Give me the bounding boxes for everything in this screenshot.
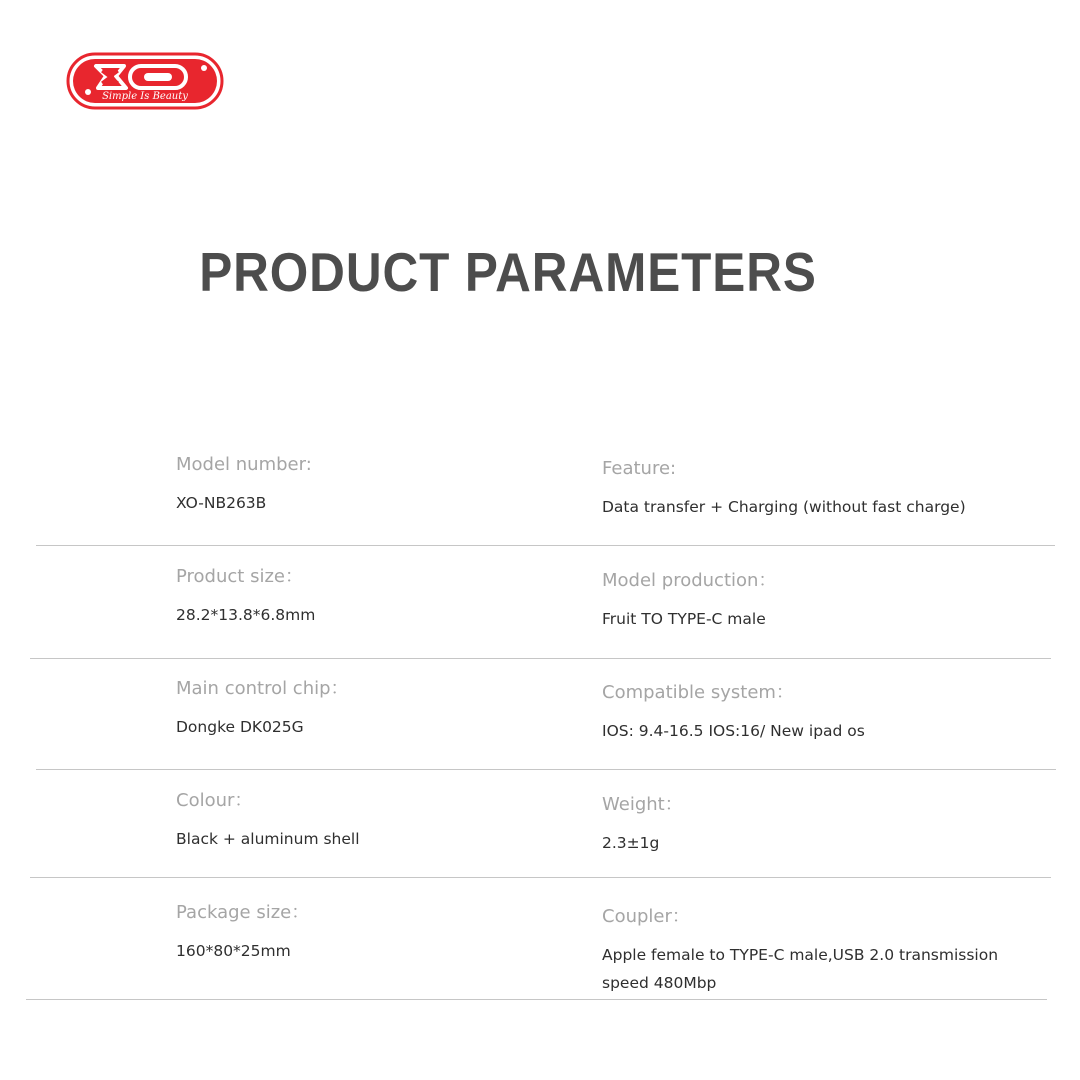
param-value: IOS: 9.4-16.5 IOS:16/ New ipad os [602, 722, 865, 740]
param-value: Data transfer + Charging (without fast charge) [602, 498, 966, 516]
param-value: Fruit TO TYPE-C male [602, 610, 766, 628]
row-divider [30, 658, 1051, 659]
param-label: Model number: [176, 454, 312, 475]
param-label: Product size： [176, 566, 303, 587]
param-feature [602, 457, 1042, 521]
param-value: Black + aluminum shell [176, 830, 360, 848]
param-value: Apple female to TYPE-C male,USB 2.0 transmission speed 480Mbp [602, 946, 999, 992]
param-label: Coupler： [602, 906, 690, 927]
param-compatible-system [602, 681, 1042, 745]
param-label: Feature: [602, 458, 677, 479]
row-divider [30, 877, 1051, 878]
param-value: 2.3±1g [602, 834, 660, 852]
param-label: Package size： [176, 902, 310, 923]
param-package-size [176, 901, 616, 965]
param-colour [176, 789, 616, 853]
row-divider [36, 769, 1056, 770]
row-divider [36, 545, 1055, 546]
param-value: Dongke DK025G [176, 718, 304, 736]
param-value: 160*80*25mm [176, 942, 291, 960]
param-label: Model production： [602, 570, 777, 591]
param-model-number [176, 453, 616, 517]
xo-logo [66, 52, 224, 110]
param-product-size [176, 565, 616, 629]
param-label: Weight： [602, 794, 683, 815]
param-label: Main control chip： [176, 678, 349, 699]
param-model-production [602, 569, 1042, 633]
param-main-control-chip [176, 677, 616, 741]
param-label: Compatible system： [602, 682, 794, 703]
row-divider [26, 999, 1047, 1000]
page-title: PRODUCT PARAMETERS [199, 241, 817, 303]
param-value: 28.2*13.8*6.8mm [176, 606, 316, 624]
param-weight [602, 793, 1042, 857]
param-coupler [602, 905, 1032, 997]
brand-tagline: Simple Is Beauty [102, 91, 188, 102]
param-label: Colour： [176, 790, 253, 811]
param-value: XO-NB263B [176, 494, 267, 512]
